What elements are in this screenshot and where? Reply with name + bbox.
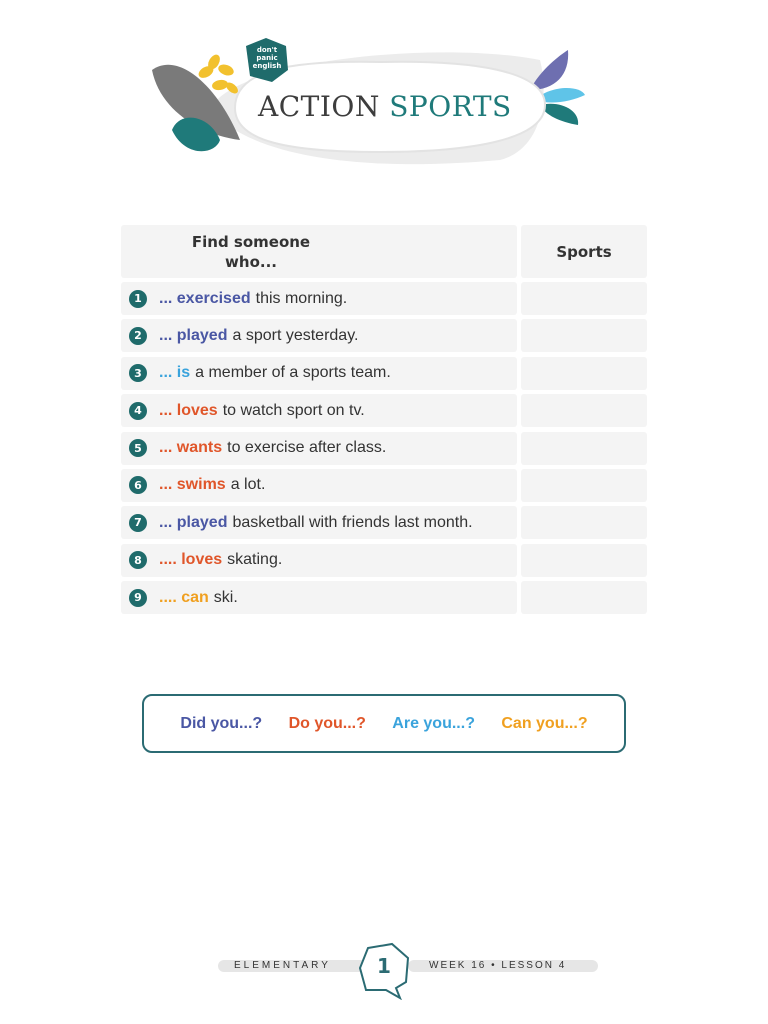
table-row — [121, 319, 647, 352]
row-text: to exercise after class. — [227, 439, 387, 457]
row-number-badge: 3 — [129, 364, 147, 382]
title-sports: SPORTS — [389, 90, 512, 123]
row-keyword: ... played — [159, 326, 228, 344]
row-prompt — [121, 319, 517, 352]
footer-level: ELEMENTARY — [234, 960, 331, 971]
row-keyword: ... loves — [159, 401, 218, 419]
row-text: this morning. — [255, 289, 348, 307]
row-prompt — [121, 394, 517, 427]
table-row — [121, 432, 647, 465]
row-number-badge: 4 — [129, 402, 147, 420]
table-rows — [121, 282, 647, 614]
footer-week-lesson: WEEK 16 • LESSON 4 — [429, 960, 567, 971]
row-number-badge: 5 — [129, 439, 147, 457]
row-sports-answer[interactable] — [521, 357, 647, 390]
question-prompts-box — [142, 694, 626, 753]
question-prompt: Are you...? — [392, 714, 475, 732]
row-prompt — [121, 544, 517, 577]
row-sports-answer[interactable] — [521, 282, 647, 315]
logo-line-3: english — [252, 62, 282, 70]
question-prompt: Did you...? — [180, 714, 263, 732]
header-find-someone: Find someone who... — [121, 225, 517, 278]
row-sports-answer[interactable] — [521, 506, 647, 539]
row-prompt — [121, 581, 517, 614]
row-text: a lot. — [230, 476, 266, 494]
question-prompt: Do you...? — [288, 714, 366, 732]
table-row — [121, 544, 647, 577]
row-text: skating. — [227, 551, 283, 569]
row-number-badge: 8 — [129, 551, 147, 569]
row-number-badge: 2 — [129, 327, 147, 345]
row-prompt — [121, 357, 517, 390]
row-sports-answer[interactable] — [521, 432, 647, 465]
row-text: to watch sport on tv. — [222, 401, 365, 419]
find-someone-table — [121, 225, 647, 619]
table-row — [121, 506, 647, 539]
row-text: basketball with friends last month. — [232, 513, 473, 531]
row-keyword: ... played — [159, 513, 228, 531]
row-keyword: ... wants — [159, 439, 223, 457]
row-text: a sport yesterday. — [232, 326, 359, 344]
table-row — [121, 394, 647, 427]
row-sports-answer[interactable] — [521, 394, 647, 427]
table-header — [121, 225, 647, 278]
row-keyword: ... swims — [159, 476, 226, 494]
row-prompt — [121, 506, 517, 539]
title-action: ACTION — [258, 90, 380, 123]
header-sports: Sports — [521, 225, 647, 278]
logo-line-1: don't — [256, 46, 278, 54]
row-sports-answer[interactable] — [521, 581, 647, 614]
row-prompt — [121, 282, 517, 315]
row-number-badge: 9 — [129, 589, 147, 607]
row-number-badge: 1 — [129, 290, 147, 308]
footer — [218, 942, 598, 1002]
row-keyword: ... exercised — [159, 289, 251, 307]
row-text: ski. — [213, 588, 238, 606]
row-keyword: .... can — [159, 588, 209, 606]
row-number-badge: 6 — [129, 476, 147, 494]
table-row — [121, 282, 647, 315]
row-text: a member of a sports team. — [195, 364, 391, 382]
row-sports-answer[interactable] — [521, 469, 647, 502]
row-keyword: ... is — [159, 364, 191, 382]
question-prompt: Can you...? — [501, 714, 588, 732]
header — [140, 30, 600, 180]
table-row — [121, 357, 647, 390]
row-sports-answer[interactable] — [521, 544, 647, 577]
row-prompt — [121, 432, 517, 465]
logo-line-2: panic — [256, 54, 278, 62]
page-number: 1 — [377, 954, 391, 978]
table-row — [121, 469, 647, 502]
row-keyword: .... loves — [159, 551, 223, 569]
row-sports-answer[interactable] — [521, 319, 647, 352]
table-row — [121, 581, 647, 614]
page-title — [258, 90, 512, 123]
row-prompt — [121, 469, 517, 502]
row-number-badge: 7 — [129, 514, 147, 532]
